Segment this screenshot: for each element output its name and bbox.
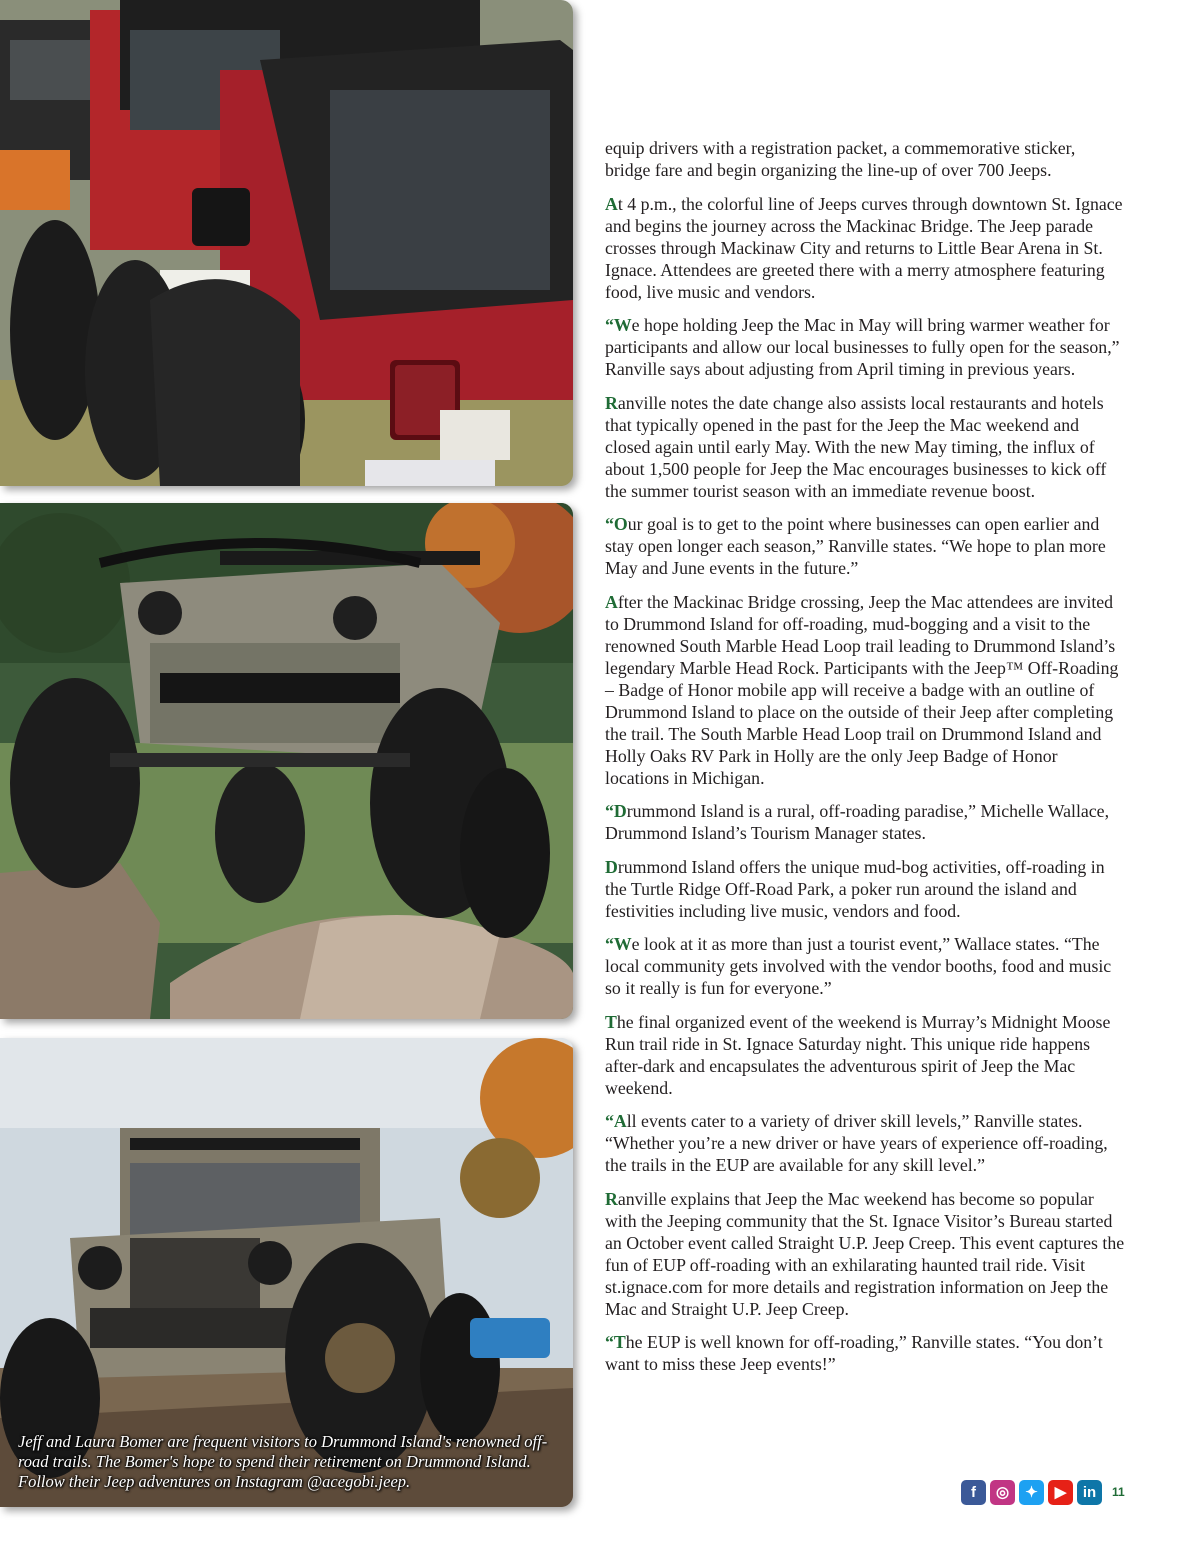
drop-cap: “A [605,1111,627,1131]
drop-cap: R [605,1188,618,1209]
offroad-jeep-rock-photo [0,503,573,1019]
drop-cap: “O [605,514,628,534]
drop-cap: A [605,591,618,612]
article-paragraph: Ranville explains that Jeep the Mac weekend has become so popular with the Jeeping community that the St. Ignace Visitor’s Bureau started an October event called Straight U.P. Jeep Creep. This event captures the fun of EUP off-roading with an exhilarating haunted trail ride. Visit st.ignace.com for more details and registration information on Jeep the Mac and Straight U.P. Jeep Creep. [605,1188,1125,1319]
article-paragraph: “The EUP is well known for off-roading,” Ranville states. “You don’t want to miss these Jeep events!” [605,1332,1103,1374]
drop-cap: “W [605,934,632,954]
drop-cap: D [605,856,618,877]
photo-caption: Jeff and Laura Bomer are frequent visitors to Drummond Island's renowned off-road trails. The Bomer's hope to spend their retirement on Drummond Island. Follow their Jeep adventures on Instagram @acegobi.jeep. [18,1432,548,1491]
article-paragraph: “Drummond Island is a rural, off-roading paradise,” Michelle Wallace, Drummond Island’s Tourism Manager states. [605,801,1110,843]
drop-cap: R [605,392,618,413]
article-body [605,137,1125,1387]
youtube-icon[interactable]: ▶ [1048,1480,1073,1505]
article-paragraph: After the Mackinac Bridge crossing, Jeep the Mac attendees are invited to Drummond Island for off-roading, mud-bogging and a visit to the renowned South Marble Head Loop trail leading to Drummond Island’s legendary Marble Head Rock. Participants with the Jeep™ Off-Roading – Badge of Honor mobile app will receive a badge with an outline of Drummond Island to place on the outside of their Jeep after completing the trail. The South Marble Head Loop trail on Drummond Island and Holly Oaks RV Park in Holly are the only Jeep Badge of Honor locations in Michigan. [605,591,1119,788]
article-paragraph: “We look at it as more than just a tourist event,” Wallace states. “The local community gets involved with the vendor booths, food and music so it really is fun for everyone.” [605,934,1112,998]
article-paragraph: “We hope holding Jeep the Mac in May will bring warmer weather for participants and allow our local businesses to fully open for the season,” Ranville says about adjusting from April timing in previous years. [605,315,1120,379]
article-paragraph: “Our goal is to get to the point where businesses can open earlier and stay open longer each season,” Ranville states. “We hope to plan more May and June events in the future.” [605,514,1106,578]
drop-cap: “T [605,1332,626,1352]
twitter-icon[interactable]: ✦ [1019,1480,1044,1505]
page-footer [961,1479,1125,1505]
drop-cap: “D [605,801,627,821]
article-paragraph: Ranville notes the date change also assists local restaurants and hotels that typically opened in the past for the Jeep the Mac weekend and closed again until early May. With the new May timing, the influx of about 1,500 people for Jeep the Mac encourages businesses to kick off the summer tourist season with an immediate revenue boost. [605,392,1107,501]
article-paragraph: “All events cater to a variety of driver skill levels,” Ranville states. “Whether you’re a new driver or have years of experience off-roading, the trails in the EUP are available for any skill level.” [605,1111,1108,1175]
drop-cap: T [605,1011,617,1032]
drop-cap: “W [605,315,632,335]
article-paragraph: At 4 p.m., the colorful line of Jeeps curves through downtown St. Ignace and begins the journey across the Mackinac Bridge. The Jeep parade crosses through Mackinaw City and returns to Little Bear Arena in St. Ignace. Attendees are greeted there with a merry atmosphere featuring food, live music and vendors. [605,193,1123,302]
article-paragraph: The final organized event of the weekend is Murray’s Midnight Moose Run trail ride in St. Ignace Saturday night. This unique ride happens after-dark and encapsulates the adventurous spirit of Jeep the Mac weekend. [605,1011,1111,1098]
page-number: 11 [1112,1485,1125,1499]
facebook-icon[interactable]: f [961,1480,986,1505]
instagram-icon[interactable]: ◎ [990,1480,1015,1505]
jeep-lineup-photo [0,0,573,486]
article-paragraph: equip drivers with a registration packet, a commemorative sticker, bridge fare and begin organizing the line-up of over 700 Jeeps. [605,138,1076,180]
article-paragraph: Drummond Island offers the unique mud-bog activities, off-roading in the Turtle Ridge Off-Road Park, a poker run around the island and festivities including live music, vendors and food. [605,856,1105,921]
drop-cap: A [605,193,618,214]
linkedin-icon[interactable]: in [1077,1480,1102,1505]
